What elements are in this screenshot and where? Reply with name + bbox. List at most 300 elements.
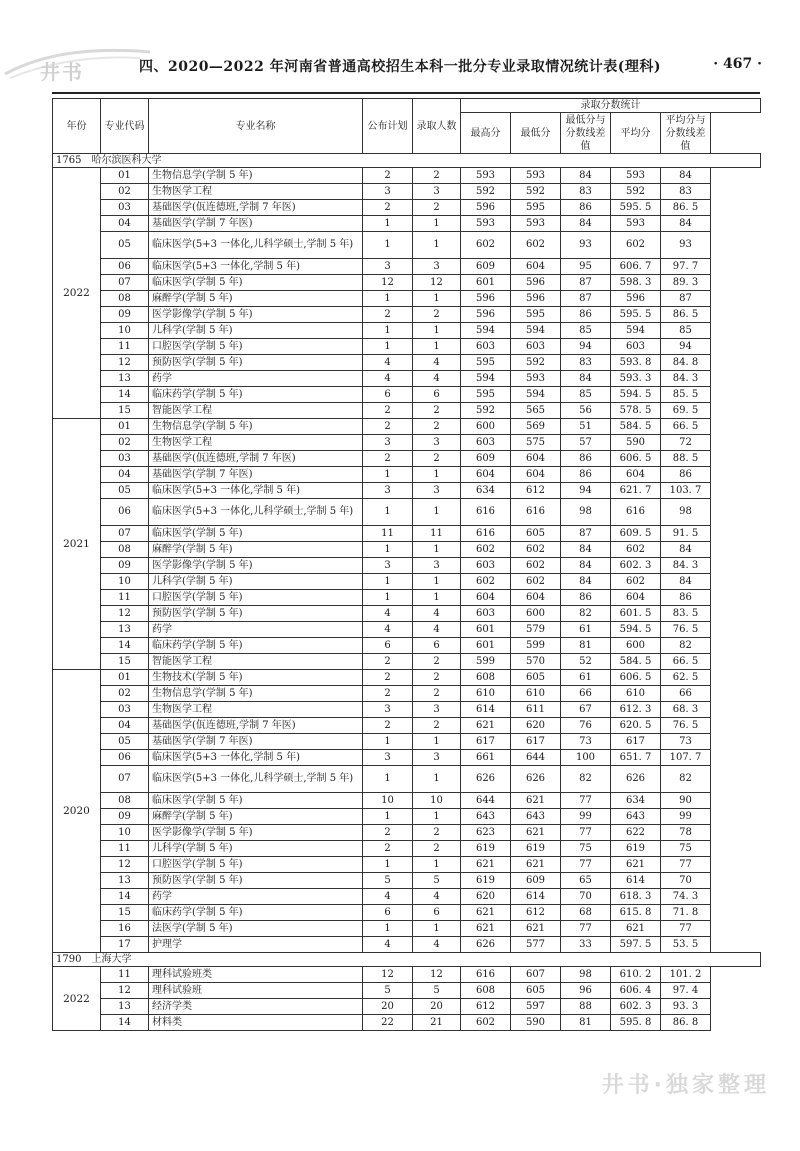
table-row: [53, 574, 761, 590]
admitted-cell: 11: [413, 526, 461, 542]
avg_diff-cell: 62. 5: [661, 670, 711, 686]
min_diff-cell: 51: [561, 419, 611, 435]
avg_diff-cell: 93: [661, 232, 711, 259]
plan-cell: 4: [363, 937, 413, 953]
table-row: [53, 259, 761, 275]
plan-cell: 3: [363, 184, 413, 200]
admitted-cell: 1: [413, 232, 461, 259]
min-cell: 593: [511, 371, 561, 387]
avg_diff-cell: 53. 5: [661, 937, 711, 953]
admitted-cell: 1: [413, 542, 461, 558]
admitted-cell: 2: [413, 718, 461, 734]
table-row: [53, 499, 761, 526]
table-row: [53, 967, 761, 983]
table-row: [53, 291, 761, 307]
max-cell: 608: [461, 983, 511, 999]
max-cell: 634: [461, 483, 511, 499]
table-row: [53, 793, 761, 809]
code-cell: 08: [101, 793, 149, 809]
major-cell: 临床药学(学制 5 年): [149, 638, 363, 654]
code-cell: 16: [101, 921, 149, 937]
table-row: [53, 670, 761, 686]
plan-cell: 1: [363, 216, 413, 232]
avg_diff-cell: 66: [661, 686, 711, 702]
plan-cell: 20: [363, 999, 413, 1015]
table-row: [53, 232, 761, 259]
admitted-cell: 1: [413, 323, 461, 339]
major-cell: 生物医学工程: [149, 184, 363, 200]
plan-cell: 4: [363, 622, 413, 638]
max-cell: 601: [461, 622, 511, 638]
min_diff-cell: 94: [561, 483, 611, 499]
major-cell: 临床医学(5+3 一体化,儿科学硕士,学制 5 年): [149, 232, 363, 259]
admitted-cell: 4: [413, 937, 461, 953]
major-cell: 基础医学(佤连德班,学制 7 年医): [149, 200, 363, 216]
code-cell: 14: [101, 638, 149, 654]
min_diff-cell: 100: [561, 750, 611, 766]
table-row: [53, 216, 761, 232]
avg_diff-cell: 87: [661, 291, 711, 307]
avg-cell: 621: [611, 857, 661, 873]
avg_diff-cell: 84: [661, 168, 711, 184]
avg_diff-cell: 84. 3: [661, 558, 711, 574]
admitted-cell: 4: [413, 371, 461, 387]
avg_diff-cell: 85. 5: [661, 387, 711, 403]
major-cell: 口腔医学(学制 5 年): [149, 590, 363, 606]
major-cell: 医学影像学(学制 5 年): [149, 558, 363, 574]
max-cell: 602: [461, 232, 511, 259]
avg-cell: 594. 5: [611, 387, 661, 403]
min_diff-cell: 65: [561, 873, 611, 889]
min_diff-cell: 84: [561, 574, 611, 590]
admitted-cell: 1: [413, 499, 461, 526]
code-cell: 07: [101, 766, 149, 793]
avg_diff-cell: 84. 8: [661, 355, 711, 371]
max-cell: 620: [461, 889, 511, 905]
plan-cell: 1: [363, 574, 413, 590]
min-cell: 605: [511, 670, 561, 686]
min-cell: 643: [511, 809, 561, 825]
major-cell: 临床医学(5+3 一体化,儿科学硕士,学制 5 年): [149, 499, 363, 526]
admitted-cell: 3: [413, 184, 461, 200]
table-row: [53, 905, 761, 921]
major-cell: 基础医学(学制 7 年医): [149, 467, 363, 483]
avg_diff-cell: 66. 5: [661, 419, 711, 435]
plan-cell: 1: [363, 542, 413, 558]
min-cell: 612: [511, 905, 561, 921]
admitted-cell: 1: [413, 291, 461, 307]
min-cell: 603: [511, 339, 561, 355]
min-cell: 621: [511, 825, 561, 841]
max-cell: 609: [461, 451, 511, 467]
table-row: [53, 184, 761, 200]
major-cell: 临床医学(学制 5 年): [149, 275, 363, 291]
min_diff-cell: 84: [561, 168, 611, 184]
major-cell: 材料类: [149, 1015, 363, 1031]
code-cell: 05: [101, 232, 149, 259]
max-cell: 594: [461, 371, 511, 387]
avg-cell: 621. 7: [611, 483, 661, 499]
min_diff-cell: 77: [561, 921, 611, 937]
avg_diff-cell: 90: [661, 793, 711, 809]
avg-cell: 602: [611, 542, 661, 558]
min-cell: 595: [511, 307, 561, 323]
plan-cell: 1: [363, 809, 413, 825]
table-row: [53, 323, 761, 339]
col-min: 最低分: [511, 113, 561, 154]
min_diff-cell: 76: [561, 718, 611, 734]
table-row: [53, 419, 761, 435]
school-name: 1765 哈尔滨医科大学: [53, 154, 761, 168]
max-cell: 608: [461, 670, 511, 686]
plan-cell: 22: [363, 1015, 413, 1031]
avg_diff-cell: 82: [661, 638, 711, 654]
min-cell: 570: [511, 654, 561, 670]
admission-table: [52, 98, 761, 1031]
code-cell: 10: [101, 574, 149, 590]
code-cell: 15: [101, 654, 149, 670]
code-cell: 14: [101, 387, 149, 403]
plan-cell: 3: [363, 702, 413, 718]
avg_diff-cell: 69. 5: [661, 403, 711, 419]
admitted-cell: 2: [413, 451, 461, 467]
min-cell: 565: [511, 403, 561, 419]
max-cell: 602: [461, 542, 511, 558]
admitted-cell: 2: [413, 670, 461, 686]
max-cell: 602: [461, 574, 511, 590]
avg_diff-cell: 93. 3: [661, 999, 711, 1015]
min-cell: 610: [511, 686, 561, 702]
plan-cell: 1: [363, 339, 413, 355]
table-row: [53, 451, 761, 467]
avg_diff-cell: 89. 3: [661, 275, 711, 291]
min-cell: 604: [511, 451, 561, 467]
admitted-cell: 4: [413, 606, 461, 622]
major-cell: 麻醉学(学制 5 年): [149, 809, 363, 825]
major-cell: 临床医学(5+3 一体化,学制 5 年): [149, 750, 363, 766]
max-cell: 593: [461, 168, 511, 184]
plan-cell: 2: [363, 403, 413, 419]
admitted-cell: 3: [413, 483, 461, 499]
max-cell: 612: [461, 999, 511, 1015]
max-cell: 623: [461, 825, 511, 841]
max-cell: 617: [461, 734, 511, 750]
admitted-cell: 6: [413, 387, 461, 403]
table-row: [53, 275, 761, 291]
avg-cell: 578. 5: [611, 403, 661, 419]
min_diff-cell: 81: [561, 1015, 611, 1031]
major-cell: 儿科学(学制 5 年): [149, 323, 363, 339]
avg_diff-cell: 103. 7: [661, 483, 711, 499]
major-cell: 口腔医学(学制 5 年): [149, 857, 363, 873]
code-cell: 11: [101, 841, 149, 857]
avg_diff-cell: 84. 3: [661, 371, 711, 387]
code-cell: 06: [101, 750, 149, 766]
admitted-cell: 2: [413, 168, 461, 184]
max-cell: 643: [461, 809, 511, 825]
avg-cell: 606. 7: [611, 259, 661, 275]
plan-cell: 1: [363, 232, 413, 259]
code-cell: 10: [101, 323, 149, 339]
avg_diff-cell: 71. 8: [661, 905, 711, 921]
max-cell: 592: [461, 184, 511, 200]
table-row: [53, 766, 761, 793]
max-cell: 616: [461, 967, 511, 983]
table-row: [53, 606, 761, 622]
max-cell: 601: [461, 275, 511, 291]
max-cell: 592: [461, 403, 511, 419]
avg_diff-cell: 70: [661, 873, 711, 889]
min_diff-cell: 70: [561, 889, 611, 905]
min_diff-cell: 68: [561, 905, 611, 921]
min-cell: 593: [511, 168, 561, 184]
max-cell: 609: [461, 259, 511, 275]
major-cell: 临床医学(学制 5 年): [149, 526, 363, 542]
code-cell: 03: [101, 200, 149, 216]
avg-cell: 596: [611, 291, 661, 307]
avg_diff-cell: 101. 2: [661, 967, 711, 983]
admitted-cell: 1: [413, 857, 461, 873]
watermark: 井书·独家整理: [601, 1073, 770, 1098]
avg_diff-cell: 107. 7: [661, 750, 711, 766]
plan-cell: 1: [363, 323, 413, 339]
table-row: [53, 467, 761, 483]
admitted-cell: 1: [413, 574, 461, 590]
major-cell: 临床药学(学制 5 年): [149, 387, 363, 403]
max-cell: 614: [461, 702, 511, 718]
major-cell: 医学影像学(学制 5 年): [149, 307, 363, 323]
avg-cell: 597. 5: [611, 937, 661, 953]
year-cell: 2022: [53, 967, 101, 1031]
min-cell: 595: [511, 200, 561, 216]
min_diff-cell: 86: [561, 307, 611, 323]
avg_diff-cell: 66. 5: [661, 654, 711, 670]
max-cell: 599: [461, 654, 511, 670]
avg_diff-cell: 84: [661, 574, 711, 590]
min_diff-cell: 82: [561, 606, 611, 622]
table-row: [53, 526, 761, 542]
min_diff-cell: 84: [561, 216, 611, 232]
avg-cell: 598. 3: [611, 275, 661, 291]
plan-cell: 1: [363, 590, 413, 606]
avg_diff-cell: 94: [661, 339, 711, 355]
avg-cell: 604: [611, 467, 661, 483]
table-row: [53, 825, 761, 841]
max-cell: 594: [461, 323, 511, 339]
code-cell: 06: [101, 499, 149, 526]
max-cell: 602: [461, 1015, 511, 1031]
table-row: [53, 371, 761, 387]
major-cell: 医学影像学(学制 5 年): [149, 825, 363, 841]
max-cell: 604: [461, 467, 511, 483]
avg-cell: 609. 5: [611, 526, 661, 542]
major-cell: 理科试验班类: [149, 967, 363, 983]
avg-cell: 602: [611, 232, 661, 259]
code-cell: 12: [101, 983, 149, 999]
avg-cell: 610. 2: [611, 967, 661, 983]
admitted-cell: 10: [413, 793, 461, 809]
table-body: [53, 154, 761, 1031]
max-cell: 596: [461, 291, 511, 307]
admitted-cell: 6: [413, 905, 461, 921]
admitted-cell: 4: [413, 355, 461, 371]
admitted-cell: 2: [413, 307, 461, 323]
avg_diff-cell: 76. 5: [661, 718, 711, 734]
avg-cell: 610: [611, 686, 661, 702]
admitted-cell: 6: [413, 638, 461, 654]
min_diff-cell: 33: [561, 937, 611, 953]
avg-cell: 606. 5: [611, 451, 661, 467]
plan-cell: 2: [363, 841, 413, 857]
code-cell: 12: [101, 857, 149, 873]
min-cell: 602: [511, 542, 561, 558]
header-rule: [52, 92, 760, 94]
major-cell: 基础医学(佤连德班,学制 7 年医): [149, 718, 363, 734]
admitted-cell: 1: [413, 216, 461, 232]
plan-cell: 6: [363, 905, 413, 921]
max-cell: 621: [461, 718, 511, 734]
min-cell: 611: [511, 702, 561, 718]
admitted-cell: 2: [413, 654, 461, 670]
min_diff-cell: 99: [561, 809, 611, 825]
min-cell: 620: [511, 718, 561, 734]
table-row: [53, 355, 761, 371]
admitted-cell: 2: [413, 686, 461, 702]
max-cell: 603: [461, 558, 511, 574]
code-cell: 13: [101, 371, 149, 387]
admitted-cell: 1: [413, 734, 461, 750]
table-row: [53, 435, 761, 451]
avg_diff-cell: 85: [661, 323, 711, 339]
plan-cell: 2: [363, 686, 413, 702]
admitted-cell: 1: [413, 467, 461, 483]
min_diff-cell: 95: [561, 259, 611, 275]
plan-cell: 2: [363, 825, 413, 841]
major-cell: 麻醉学(学制 5 年): [149, 542, 363, 558]
plan-cell: 2: [363, 168, 413, 184]
min_diff-cell: 57: [561, 435, 611, 451]
code-cell: 13: [101, 873, 149, 889]
table-row: [53, 483, 761, 499]
code-cell: 04: [101, 718, 149, 734]
table-row: [53, 921, 761, 937]
plan-cell: 1: [363, 734, 413, 750]
year-cell: 2021: [53, 419, 101, 670]
table-row: [53, 734, 761, 750]
admitted-cell: 4: [413, 622, 461, 638]
code-cell: 08: [101, 542, 149, 558]
table-row: [53, 638, 761, 654]
table-row: [53, 889, 761, 905]
major-cell: 药学: [149, 889, 363, 905]
avg-cell: 616: [611, 499, 661, 526]
avg-cell: 593: [611, 216, 661, 232]
min_diff-cell: 85: [561, 323, 611, 339]
plan-cell: 3: [363, 435, 413, 451]
min-cell: 592: [511, 355, 561, 371]
major-cell: 预防医学(学制 5 年): [149, 873, 363, 889]
avg_diff-cell: 86. 8: [661, 1015, 711, 1031]
max-cell: 619: [461, 841, 511, 857]
plan-cell: 4: [363, 889, 413, 905]
code-cell: 07: [101, 526, 149, 542]
admitted-cell: 2: [413, 419, 461, 435]
max-cell: 600: [461, 419, 511, 435]
min_diff-cell: 61: [561, 622, 611, 638]
plan-cell: 2: [363, 718, 413, 734]
avg-cell: 602: [611, 574, 661, 590]
min_diff-cell: 96: [561, 983, 611, 999]
min-cell: 590: [511, 1015, 561, 1031]
max-cell: 595: [461, 355, 511, 371]
admitted-cell: 12: [413, 275, 461, 291]
plan-cell: 2: [363, 307, 413, 323]
avg_diff-cell: 77: [661, 921, 711, 937]
max-cell: 661: [461, 750, 511, 766]
col-avg: 平均分: [611, 113, 661, 154]
code-cell: 11: [101, 590, 149, 606]
code-cell: 10: [101, 825, 149, 841]
col-score-group: 录取分数统计: [461, 99, 761, 113]
avg_diff-cell: 91. 5: [661, 526, 711, 542]
plan-cell: 3: [363, 750, 413, 766]
table-row: [53, 200, 761, 216]
table-row: [53, 983, 761, 999]
code-cell: 02: [101, 686, 149, 702]
logo: 井书: [40, 60, 84, 84]
min_diff-cell: 61: [561, 670, 611, 686]
avg-cell: 619: [611, 841, 661, 857]
avg_diff-cell: 78: [661, 825, 711, 841]
avg-cell: 617: [611, 734, 661, 750]
code-cell: 09: [101, 809, 149, 825]
min-cell: 621: [511, 793, 561, 809]
max-cell: 596: [461, 307, 511, 323]
max-cell: 595: [461, 387, 511, 403]
avg_diff-cell: 98: [661, 499, 711, 526]
admitted-cell: 3: [413, 558, 461, 574]
avg_diff-cell: 68. 3: [661, 702, 711, 718]
min-cell: 592: [511, 184, 561, 200]
avg-cell: 602. 3: [611, 558, 661, 574]
avg-cell: 606. 5: [611, 670, 661, 686]
code-cell: 05: [101, 483, 149, 499]
max-cell: 604: [461, 590, 511, 606]
table-row: [53, 339, 761, 355]
avg-cell: 606. 4: [611, 983, 661, 999]
min-cell: 579: [511, 622, 561, 638]
table-row: [53, 654, 761, 670]
plan-cell: 5: [363, 983, 413, 999]
major-cell: 基础医学(佤连德班,学制 7 年医): [149, 451, 363, 467]
admitted-cell: 12: [413, 967, 461, 983]
major-cell: 儿科学(学制 5 年): [149, 841, 363, 857]
code-cell: 11: [101, 967, 149, 983]
col-admitted: 录取人数: [413, 99, 461, 154]
admitted-cell: 1: [413, 809, 461, 825]
avg-cell: 620. 5: [611, 718, 661, 734]
major-cell: 基础医学(学制 7 年医): [149, 216, 363, 232]
table-row: [53, 750, 761, 766]
year-cell: 2022: [53, 168, 101, 419]
min_diff-cell: 77: [561, 825, 611, 841]
code-cell: 17: [101, 937, 149, 953]
table-row: [53, 1015, 761, 1031]
avg-cell: 601. 5: [611, 606, 661, 622]
major-cell: 临床医学(5+3 一体化,学制 5 年): [149, 259, 363, 275]
min_diff-cell: 75: [561, 841, 611, 857]
major-cell: 口腔医学(学制 5 年): [149, 339, 363, 355]
